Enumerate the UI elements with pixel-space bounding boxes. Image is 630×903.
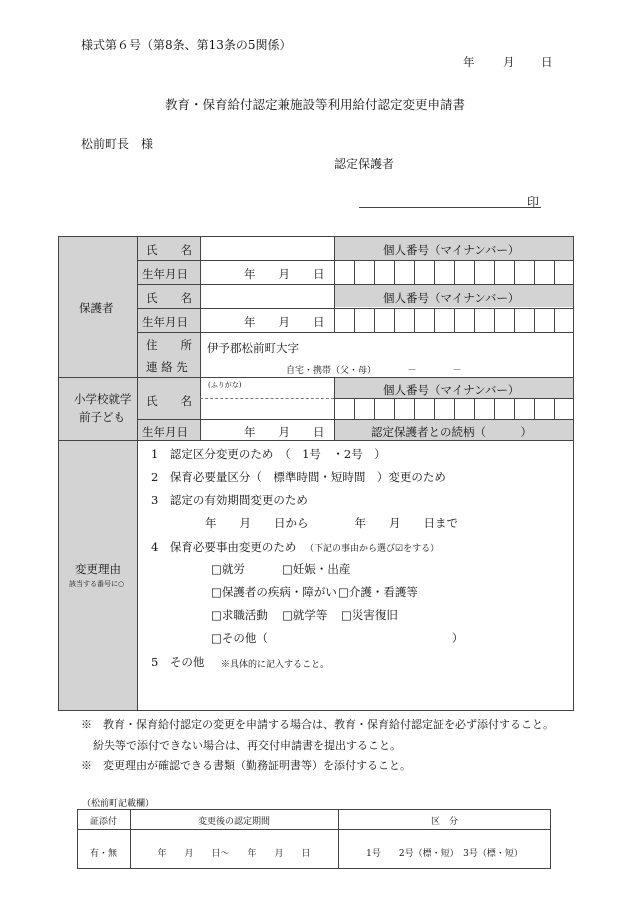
child-name-field[interactable]: [200, 399, 334, 418]
rule: [137, 284, 574, 285]
rule: [58, 440, 574, 441]
signature-line: [359, 207, 541, 208]
reason-1[interactable]: 1 認定区分変更のため （ 1号 ・2号 ）: [151, 447, 386, 461]
office-col-category: 区 分: [430, 817, 458, 827]
child-label-2: 前子ども: [79, 410, 125, 424]
office-col-period: 変更後の認定期間: [197, 817, 270, 827]
address-label: 住 所: [146, 338, 192, 352]
mynumber-boxes-guardian-1[interactable]: [334, 260, 574, 284]
form-number: 様式第６号（第8条、第13条の5関係）: [81, 38, 292, 52]
birth-label-2: 生年月日: [142, 315, 188, 329]
checkbox-illness[interactable]: □保護者の疾病・障がい: [211, 585, 337, 599]
checkbox-other[interactable]: □その他（ ）: [211, 631, 464, 645]
reason-2[interactable]: 2 保育必要量区分（ 標準時間・短時間 ）変更のため: [151, 470, 446, 484]
office-attachment-value[interactable]: 有・無: [89, 849, 117, 859]
relation-field[interactable]: 認定保護者との続柄（ ）: [371, 425, 532, 439]
checkbox-disaster[interactable]: □災害復旧: [341, 608, 398, 622]
address-value[interactable]: 伊予郡松前町大字: [207, 341, 299, 355]
mynumber-header-3: 個人番号（マイナンバー）: [383, 383, 520, 397]
contact-label: 連 絡 先: [146, 360, 188, 374]
guardian-birthdate-2: 年 月 日: [244, 315, 325, 329]
reason-5-note: ※具体的に記入すること。: [221, 660, 330, 670]
guardian-birthdate-1: 年 月 日: [244, 267, 325, 281]
reason-label: 変更理由: [75, 562, 121, 576]
applicant-label: 認定保護者: [334, 157, 395, 171]
mynumber-boxes-guardian-2[interactable]: [334, 308, 574, 332]
rule: [77, 829, 551, 830]
child-label-1: 小学校就学: [74, 392, 132, 406]
office-category-value[interactable]: 1号 2号（標・短） 3号（標・短）: [366, 849, 523, 859]
contact-value[interactable]: 自宅・携帯（父・母） － －: [286, 366, 462, 376]
birth-label-1: 生年月日: [142, 267, 188, 281]
reason-note: 該当する番号に○: [69, 580, 125, 588]
checkbox-school[interactable]: □就学等: [282, 608, 328, 622]
checkbox-job-seeking[interactable]: □求職活動: [211, 608, 268, 622]
seal-mark: 印: [527, 195, 540, 209]
mynumber-header-1: 個人番号（マイナンバー）: [383, 243, 520, 257]
office-col-attachment: 証添付: [89, 817, 117, 827]
date-month: 月: [503, 55, 515, 69]
date-day: 日: [541, 55, 553, 69]
note-2: ※ 変更理由が確認できる書類（勤務証明書等）を添付すること。: [81, 759, 411, 772]
reason-4-note: （下記の事由から選び☑をする）: [305, 544, 440, 554]
date-year: 年: [463, 55, 475, 69]
checkbox-work[interactable]: □就労: [211, 562, 245, 576]
note-1: ※ 教育・保育給付認定の変更を申請する場合は、教育・保育給付認定証を必ず添付すること。: [81, 718, 554, 731]
document-title: 教育・保育給付認定兼施設等利用給付認定変更申請書: [164, 97, 465, 112]
rule: [137, 419, 574, 420]
reason-3[interactable]: 3 認定の有効期間変更のため: [151, 493, 308, 507]
checkbox-care[interactable]: □介護・看護等: [338, 585, 418, 599]
name-label-2: 氏 名: [146, 291, 192, 305]
addressee: 松前町長 様: [81, 137, 154, 151]
guardian-label: 保護者: [79, 301, 114, 315]
furigana-label: (ふりがな): [208, 381, 242, 389]
reason-5[interactable]: 5 その他: [151, 655, 205, 669]
rule: [58, 377, 574, 378]
reason-3-dates: 年 月 日から 年 月 日まで: [205, 516, 458, 530]
office-period-value[interactable]: 年 月 日～ 年 月 日: [157, 849, 311, 859]
mynumber-header-2: 個人番号（マイナンバー）: [383, 291, 520, 305]
rule: [137, 332, 574, 333]
child-birth-label: 生年月日: [142, 425, 188, 439]
checkbox-pregnancy[interactable]: □妊娠・出産: [282, 562, 351, 576]
office-label: （松前町記載欄）: [82, 799, 155, 809]
child-name-label: 氏 名: [146, 394, 192, 408]
name-label-1: 氏 名: [146, 243, 192, 257]
child-birthdate: 年 月 日: [244, 425, 325, 439]
note-1b: 紛失等で添付できない場合は、再交付申請書を提出すること。: [93, 739, 401, 752]
mynumber-boxes-child[interactable]: [334, 398, 574, 419]
reason-4[interactable]: 4 保育必要事由変更のため: [151, 540, 297, 554]
